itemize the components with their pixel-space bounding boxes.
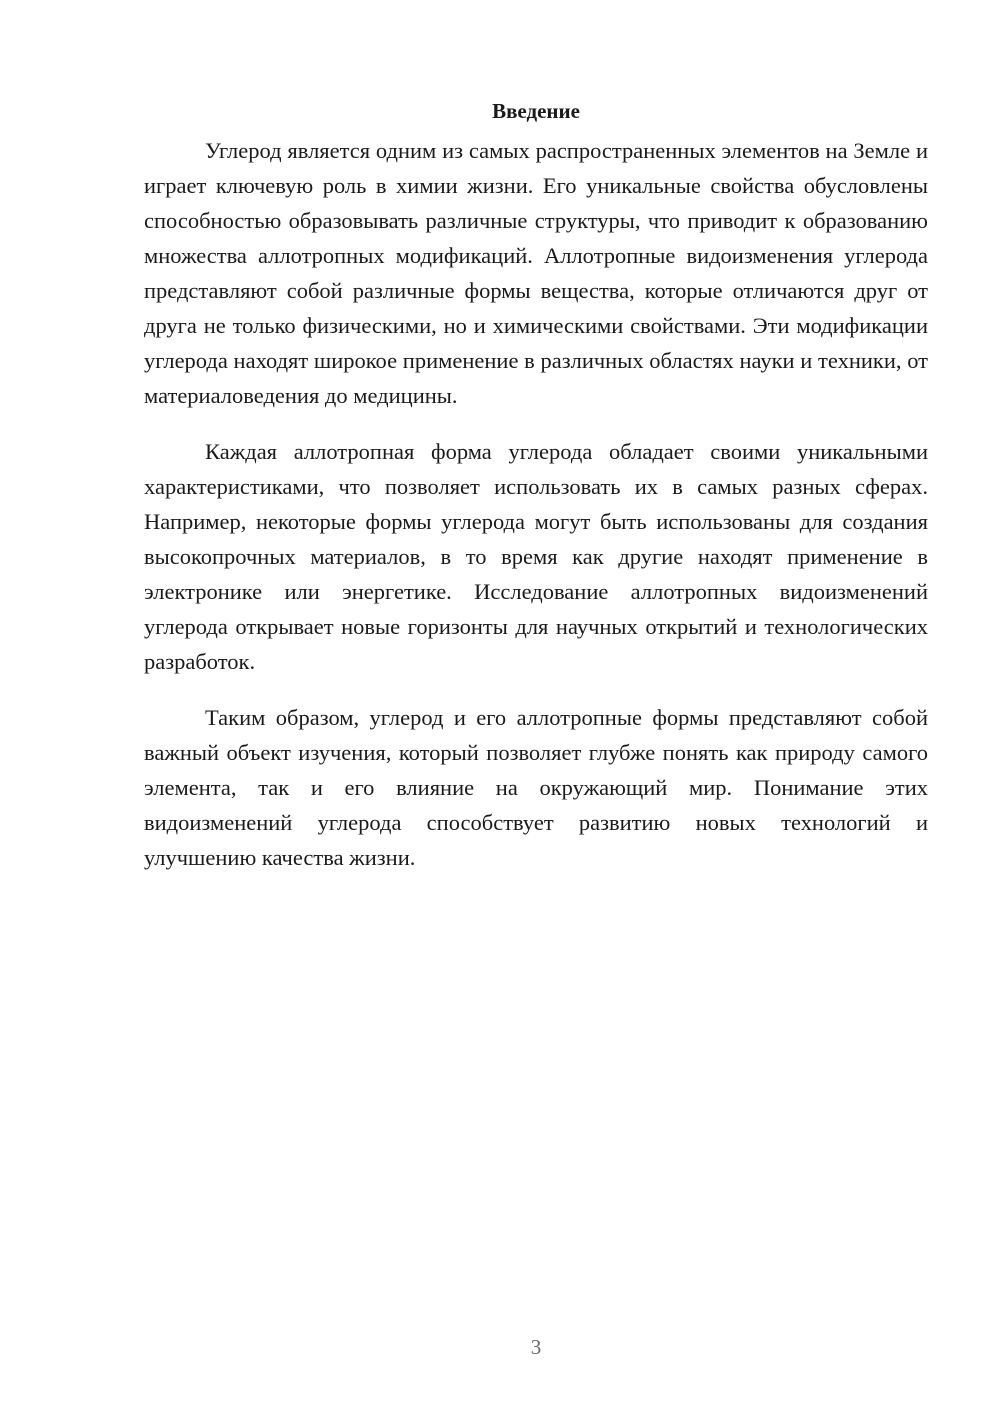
page-content (144, 97, 928, 875)
paragraph-1: Углерод является одним из самых распространенных элементов на Земле и играет ключевую роль в химии жизни. Его уникальные свойства обусловлены способностью образовывать различные структуры, что приводит к образованию множества аллотропных модификаций. Аллотропные видоизменения углерода представляют собой различные формы вещества, которые отличаются друг от друга не только физическими, но и химическими свойствами. Эти модификации углерода находят широкое применение в различных областях науки и техники, от материаловедения до медицины. (144, 138, 928, 408)
paragraph-3: Таким образом, углерод и его аллотропные формы представляют собой важный объект изучения, который позволяет глубже понять как природу самого элемента, так и его влияние на окружающий мир. Понимание этих видоизменений углерода способствует развитию новых технологий и улучшению качества жизни. (144, 705, 928, 870)
section-heading: Введение (492, 99, 580, 123)
paragraph-2: Каждая аллотропная форма углерода обладает своими уникальными характеристиками, что позволяет использовать их в самых разных сферах. Например, некоторые формы углерода могут быть использованы для создания высокопрочных материалов, в то время как другие находят применение в электронике или энергетике. Исследование аллотропных видоизменений углерода открывает новые горизонты для научных открытий и технологических разработок. (144, 439, 928, 674)
page-number: 3 (530, 1335, 542, 1359)
